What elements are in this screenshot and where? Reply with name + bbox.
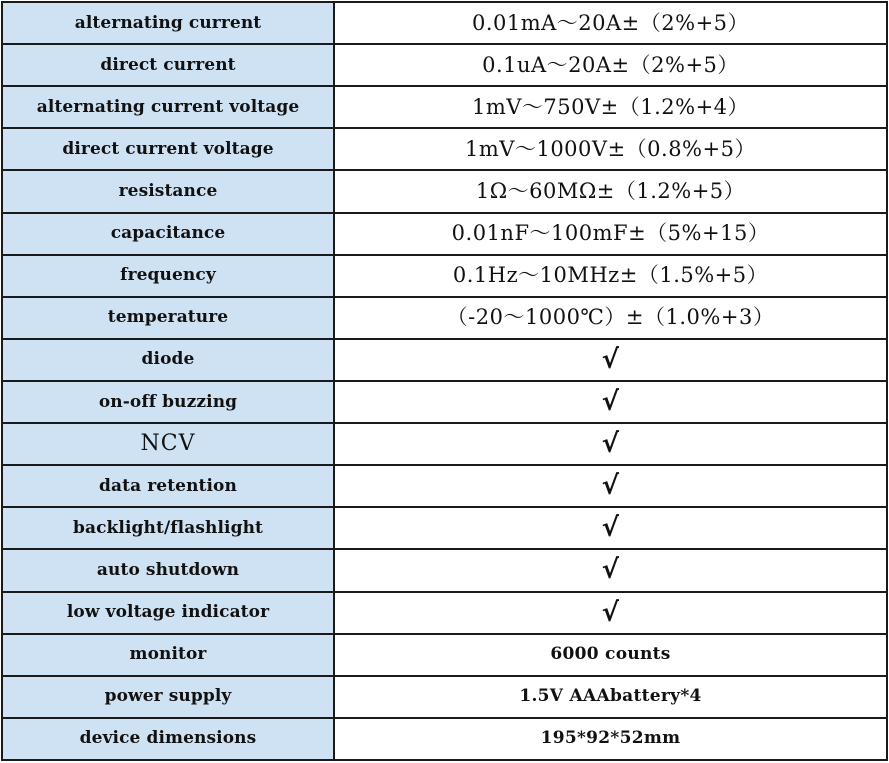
- spec-label: resistance: [2, 170, 334, 212]
- spec-value: 0.01nF～100mF±（5%+15）: [334, 213, 887, 255]
- spec-value: 0.01mA～20A±（2%+5）: [334, 2, 887, 44]
- table-row: [2, 634, 887, 676]
- spec-value: [334, 592, 887, 634]
- table-row: [2, 128, 887, 170]
- check-icon: √: [601, 429, 620, 460]
- table-row: [2, 86, 887, 128]
- spec-value: [334, 549, 887, 591]
- spec-label: direct current voltage: [2, 128, 334, 170]
- table-row: [2, 718, 887, 760]
- spec-label: direct current: [2, 44, 334, 86]
- spec-label: on-off buzzing: [2, 381, 334, 423]
- table-row: [2, 44, 887, 86]
- spec-label: alternating current: [2, 2, 334, 44]
- table-row: [2, 297, 887, 339]
- table-row: [2, 465, 887, 507]
- check-icon: √: [601, 597, 620, 628]
- table-row: [2, 507, 887, 549]
- spec-value: 1mV～750V±（1.2%+4）: [334, 86, 887, 128]
- spec-label: auto shutdown: [2, 549, 334, 591]
- spec-table-body: [2, 2, 887, 760]
- spec-value: 1mV～1000V±（0.8%+5）: [334, 128, 887, 170]
- spec-label: diode: [2, 339, 334, 381]
- spec-value: [334, 465, 887, 507]
- spec-label: low voltage indicator: [2, 592, 334, 634]
- check-icon: √: [601, 344, 620, 375]
- table-row: [2, 170, 887, 212]
- spec-label: monitor: [2, 634, 334, 676]
- spec-table: [1, 1, 888, 761]
- table-row: [2, 255, 887, 297]
- spec-value: 6000 counts: [334, 634, 887, 676]
- spec-label: frequency: [2, 255, 334, 297]
- table-row: [2, 676, 887, 718]
- table-row: [2, 213, 887, 255]
- spec-value: 195*92*52mm: [334, 718, 887, 760]
- check-icon: √: [601, 471, 620, 502]
- check-icon: √: [601, 513, 620, 544]
- spec-value: 1.5V AAAbattery*4: [334, 676, 887, 718]
- spec-label: capacitance: [2, 213, 334, 255]
- spec-value: [334, 507, 887, 549]
- spec-value: [334, 381, 887, 423]
- spec-label: power supply: [2, 676, 334, 718]
- check-icon: √: [601, 555, 620, 586]
- table-row: [2, 423, 887, 465]
- check-icon: √: [601, 387, 620, 418]
- table-row: [2, 2, 887, 44]
- table-row: [2, 549, 887, 591]
- spec-value: [334, 339, 887, 381]
- spec-value: （-20～1000℃）±（1.0%+3）: [334, 297, 887, 339]
- table-row: [2, 339, 887, 381]
- spec-label: temperature: [2, 297, 334, 339]
- spec-value: [334, 423, 887, 465]
- spec-value: 0.1uA～20A±（2%+5）: [334, 44, 887, 86]
- spec-label: device dimensions: [2, 718, 334, 760]
- spec-value: 0.1Hz～10MHz±（1.5%+5）: [334, 255, 887, 297]
- spec-label: alternating current voltage: [2, 86, 334, 128]
- table-row: [2, 592, 887, 634]
- table-row: [2, 381, 887, 423]
- spec-label: NCV: [2, 423, 334, 465]
- spec-label: backlight/flashlight: [2, 507, 334, 549]
- spec-label: data retention: [2, 465, 334, 507]
- spec-value: 1Ω～60MΩ±（1.2%+5）: [334, 170, 887, 212]
